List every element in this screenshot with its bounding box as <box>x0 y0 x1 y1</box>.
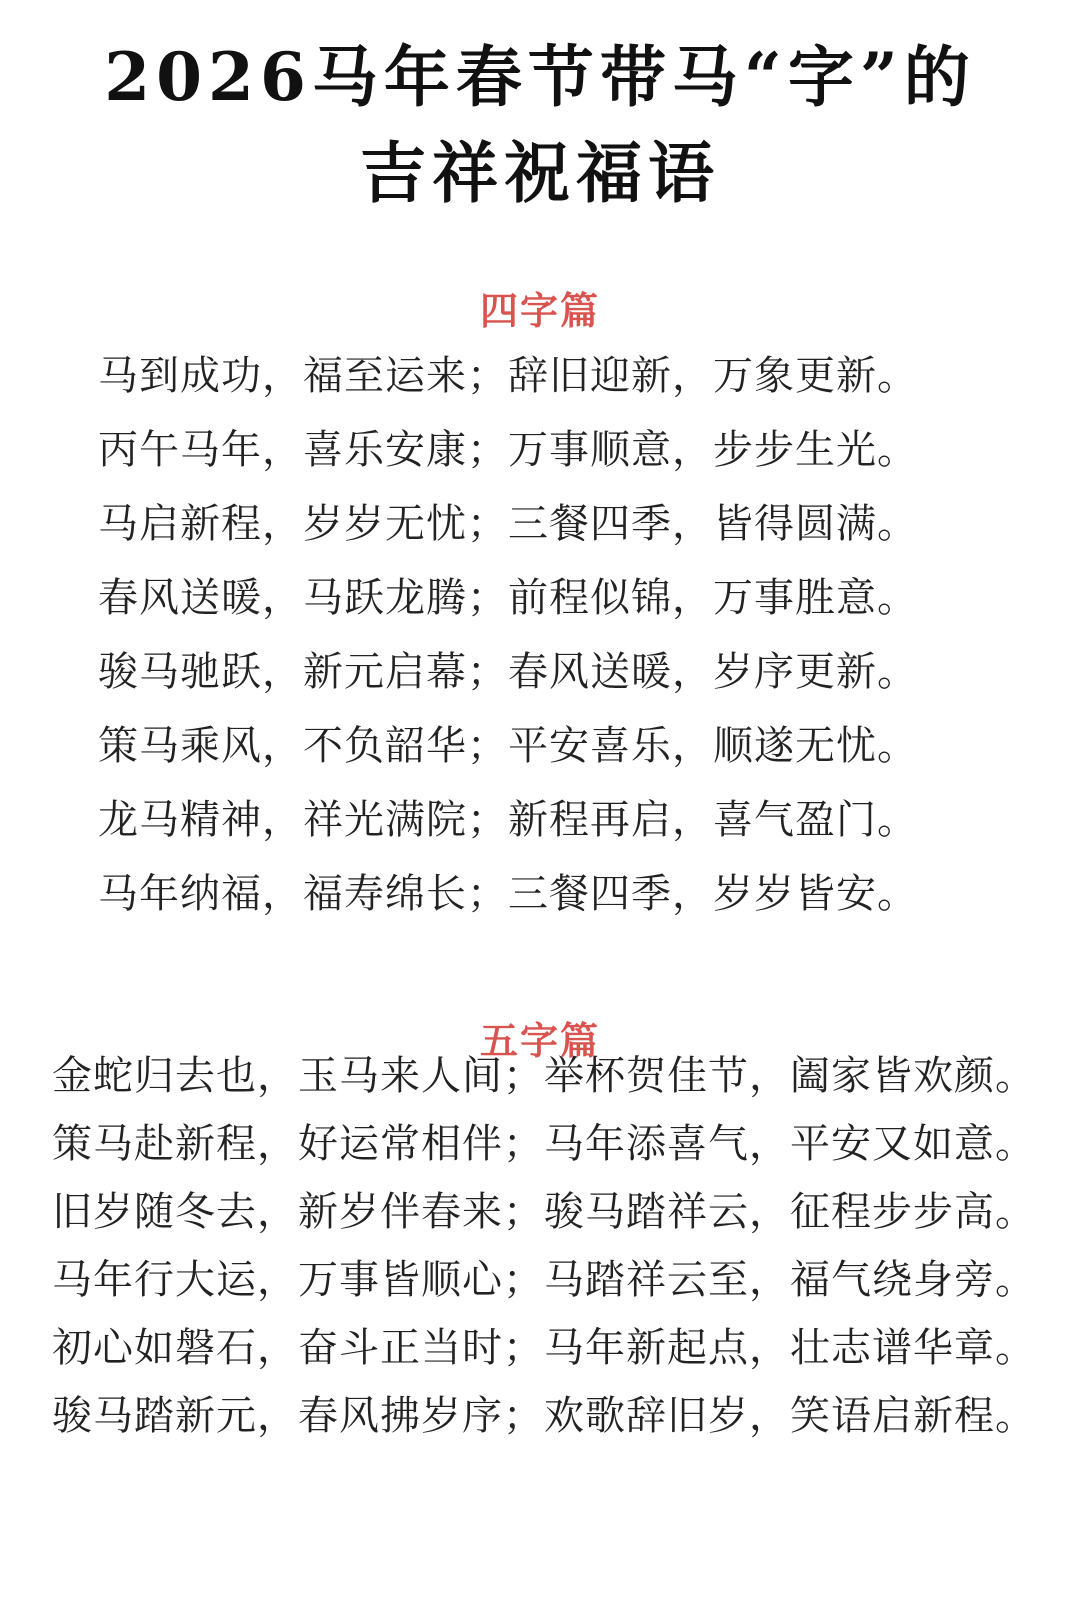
greeting-line: 初心如磐石，奋斗正当时；马年新起点，壮志谱华章。 <box>52 1325 1036 1371</box>
greeting-line: 策马赴新程，好运常相伴；马年添喜气，平安又如意。 <box>52 1121 1036 1167</box>
greeting-line: 骏马驰跃，新元启幕；春风送暖，岁序更新。 <box>98 649 918 695</box>
greeting-line: 马年纳福，福寿绵长；三餐四季，岁岁皆安。 <box>98 871 918 917</box>
page-title-line-1: 2026马年春节带马“字”的 <box>104 38 976 116</box>
section-heading-five-character: 五字篇 <box>479 1018 600 1063</box>
greeting-line: 龙马精神，祥光满院；新程再启，喜气盈门。 <box>98 797 918 843</box>
greeting-line: 马到成功，福至运来；辞旧迎新，万象更新。 <box>98 353 918 399</box>
greeting-line: 金蛇归去也，玉马来人间；举杯贺佳节，阖家皆欢颜。 <box>52 1053 1036 1099</box>
greeting-line: 春风送暖，马跃龙腾；前程似锦，万事胜意。 <box>98 575 918 621</box>
page-title-line-2: 吉祥祝福语 <box>360 134 720 212</box>
greeting-line: 旧岁随冬去，新岁伴春来；骏马踏祥云，征程步步高。 <box>52 1189 1036 1235</box>
greeting-line: 策马乘风，不负韶华；平安喜乐，顺遂无忧。 <box>98 723 918 769</box>
greeting-line: 丙午马年，喜乐安康；万事顺意，步步生光。 <box>98 427 918 473</box>
greeting-line: 马启新程，岁岁无忧；三餐四季，皆得圆满。 <box>98 501 918 547</box>
section-heading-four-character: 四字篇 <box>479 288 600 333</box>
greeting-line: 马年行大运，万事皆顺心；马踏祥云至，福气绕身旁。 <box>52 1257 1036 1303</box>
greeting-line: 骏马踏新元，春风拂岁序；欢歌辞旧岁，笑语启新程。 <box>52 1393 1036 1439</box>
